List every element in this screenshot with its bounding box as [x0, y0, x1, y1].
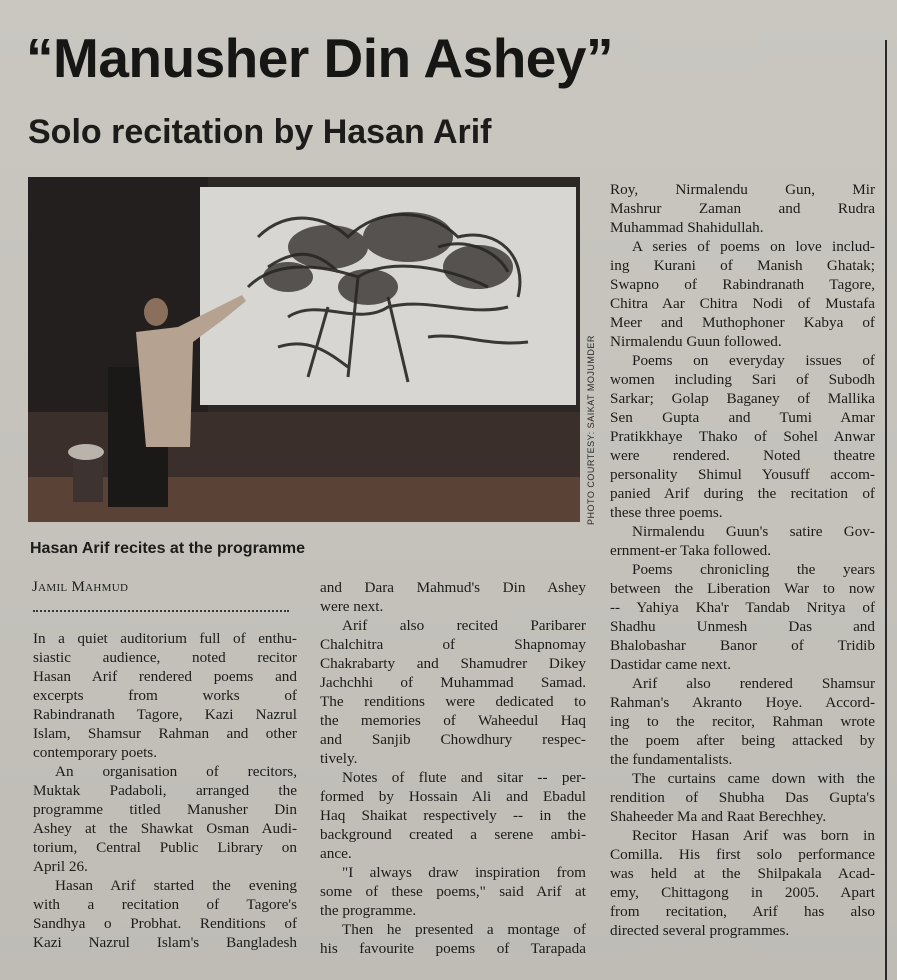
text-line: the fundamentalists.: [610, 751, 733, 768]
text-line: Chakrabarty and Shamudrer Dikey: [320, 655, 586, 672]
text-line: contemporary poets.: [33, 744, 157, 761]
text-line: Comilla. His first solo performance: [610, 846, 875, 863]
text-line: excerpts from works of: [33, 687, 297, 704]
text-line: Poems on everyday issues of: [632, 352, 875, 369]
text-line: the memories of Waheedul Haq: [320, 712, 586, 729]
text-line: the programme.: [320, 902, 417, 919]
text-line: with a recitation of Tagore's: [33, 896, 297, 913]
text-line: Nirmalendu Guun followed.: [610, 333, 782, 350]
text-line: personality Shimul Yousuff accom-: [610, 466, 875, 483]
photo-caption: Hasan Arif recites at the programme: [30, 540, 306, 557]
text-line: torium, Central Public Library on: [33, 839, 297, 856]
text-line: Ashey at the Shawkat Osman Audi-: [33, 820, 297, 837]
text-line: Haq Shaikat respectively -- in the: [320, 807, 586, 824]
text-line: Dastidar came next.: [610, 656, 732, 673]
text-line: Sandhya o Probhat. Renditions of: [33, 915, 297, 932]
text-line: directed several programmes.: [610, 922, 790, 939]
text-line: were next.: [320, 598, 384, 615]
text-line: Arif also recited Paribarer: [342, 617, 586, 634]
subheadline: Solo recitation by Hasan Arif: [28, 113, 492, 151]
text-line: Nirmalendu Guun's satire Gov-: [632, 523, 875, 540]
text-line: ing to the recitor, Rahman wrote: [610, 713, 875, 730]
text-line: from recitation, Arif has also: [610, 903, 875, 920]
byline: Jamil Mahmud: [32, 579, 129, 595]
text-line: ing Kurani of Manish Ghatak;: [610, 257, 875, 274]
text-line: In a quiet auditorium full of enthu-: [33, 630, 297, 647]
text-line: Hasan Arif started the evening: [55, 877, 297, 894]
text-line: Islam, Shamsur Rahman and other: [33, 725, 297, 742]
text-line: background created a serene ambi-: [320, 826, 586, 843]
column-rule: [885, 40, 887, 980]
stage-photo-illustration: [28, 177, 580, 522]
text-line: women including Sari of Subodh: [610, 371, 875, 388]
text-line: ernment-er Taka followed.: [610, 542, 772, 559]
text-line: rendition of Shubha Das Gupta's: [610, 789, 875, 806]
text-line: was held at the Shilpakala Acad-: [610, 865, 875, 882]
text-line: Sen Gupta and Tumi Amar: [610, 409, 875, 426]
text-line: Then he presented a montage of: [342, 921, 586, 938]
photo-credit: PHOTO COURTESY: SAIKAT MOJUMDER: [586, 335, 596, 525]
text-line: Meer and Muthophoner Kabya of: [610, 314, 875, 331]
text-line: Recitor Hasan Arif was born in: [632, 827, 875, 844]
text-line: Notes of flute and sitar -- per-: [342, 769, 586, 786]
text-line: and Dara Mahmud's Din Ashey: [320, 579, 586, 596]
text-line: Shaheeder Ma and Raat Berechhey.: [610, 808, 827, 825]
text-line: formed by Hossain Ali and Ebadul: [320, 788, 586, 805]
text-line: Bhalobashar Banor of Tridib: [610, 637, 875, 654]
text-line: and Sanjib Chowdhury respec-: [320, 731, 586, 748]
text-line: An organisation of recitors,: [55, 763, 297, 780]
text-line: panied Arif during the recitation of: [610, 485, 875, 502]
article-column-2: [320, 578, 586, 958]
text-line: emy, Chittagong in 2005. Apart: [610, 884, 875, 901]
byline-divider: [33, 610, 289, 612]
text-line: Arif also rendered Shamsur: [632, 675, 875, 692]
text-line: The renditions were dedicated to: [320, 693, 586, 710]
text-line: ance.: [320, 845, 352, 862]
text-line: Chalchitra of Shapnomay: [320, 636, 586, 653]
text-line: Muhammad Shahidullah.: [610, 219, 764, 236]
text-line: Muktak Padaboli, arranged the: [33, 782, 297, 799]
text-line: April 26.: [33, 858, 88, 875]
text-line: Hasan Arif rendered poems and: [33, 668, 297, 685]
article-column-1: [33, 629, 297, 952]
text-line: A series of poems on love includ-: [632, 238, 875, 255]
text-line: his favourite poems of Tarapada: [320, 940, 586, 957]
text-line: Chitra Aar Chitra Nodi of Mustafa: [610, 295, 875, 312]
text-line: Mashrur Zaman and Rudra: [610, 200, 875, 217]
text-line: Swapno of Rabindranath Tagore,: [610, 276, 875, 293]
article-column-3: [610, 180, 875, 940]
text-line: The curtains came down with the: [632, 770, 875, 787]
article-photo: [28, 177, 580, 522]
headline: “Manusher Din Ashey”: [26, 27, 613, 89]
text-line: Shadhu Unmesh Das and: [610, 618, 875, 635]
text-line: Sarkar; Golap Baganey of Mallika: [610, 390, 875, 407]
text-line: these three poems.: [610, 504, 723, 521]
text-line: between the Liberation War to now: [610, 580, 875, 597]
text-line: the poem after being attacked by: [610, 732, 875, 749]
text-line: Roy, Nirmalendu Gun, Mir: [610, 181, 875, 198]
text-line: Jachchhi of Muhammad Samad.: [320, 674, 586, 691]
text-line: siastic audience, noted recitor: [33, 649, 297, 666]
text-line: tively.: [320, 750, 358, 767]
text-line: Pratikkhaye Thako of Sohel Anwar: [610, 428, 875, 445]
text-line: Rabindranath Tagore, Kazi Nazrul: [33, 706, 297, 723]
text-line: Poems chronicling the years: [632, 561, 875, 578]
text-line: were rendered. Noted theatre: [610, 447, 875, 464]
text-line: "I always draw inspiration from: [342, 864, 586, 881]
text-line: Rahman's Akranto Hoye. Accord-: [610, 694, 875, 711]
text-line: programme titled Manusher Din: [33, 801, 297, 818]
text-line: -- Yahiya Kha'r Tandab Nritya of: [610, 599, 875, 616]
text-line: Kazi Nazrul Islam's Bangladesh: [33, 934, 297, 951]
text-line: some of these poems," said Arif at: [320, 883, 586, 900]
